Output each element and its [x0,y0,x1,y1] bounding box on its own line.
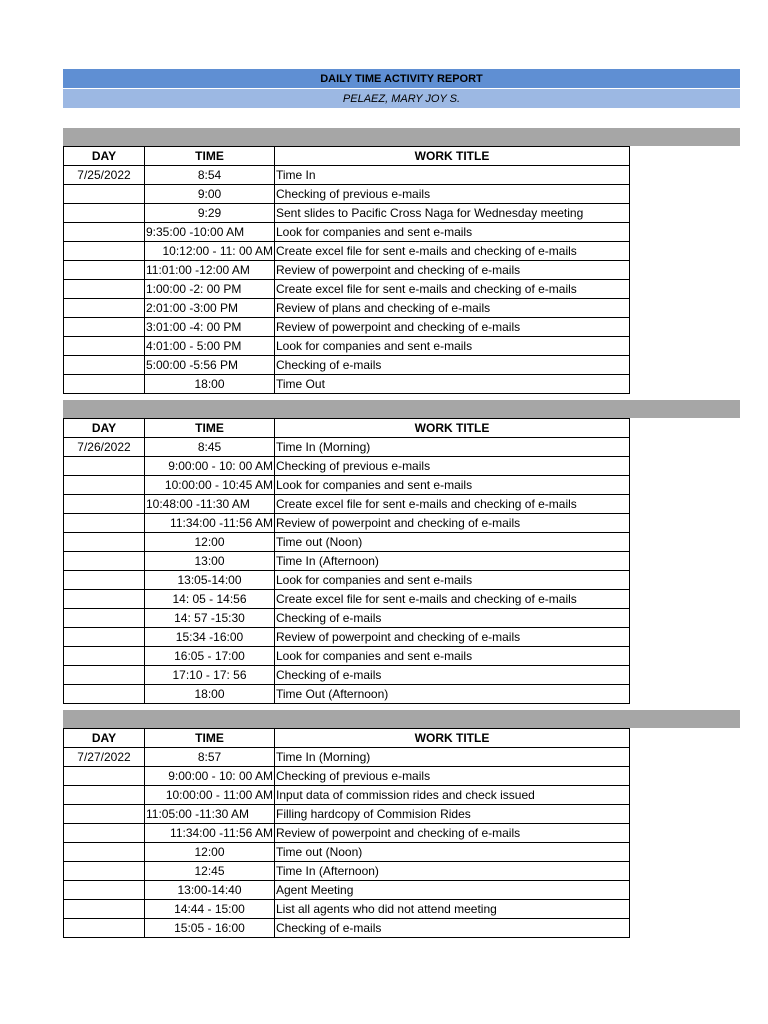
day-cell [64,299,145,318]
day-cell [64,843,145,862]
time-cell: 10:48:00 -11:30 AM [145,495,275,514]
activity-table [63,418,630,704]
day-cell [64,590,145,609]
table-row [64,881,630,900]
day-cell [64,767,145,786]
work-title-cell: Look for companies and sent e-mails [275,647,630,666]
time-cell: 13:00-14:40 [145,881,275,900]
table-row [64,242,630,261]
day-cell [64,552,145,571]
day-cell [64,204,145,223]
header-time: TIME [145,419,275,438]
time-cell: 12:00 [145,533,275,552]
time-cell: 17:10 - 17: 56 [145,666,275,685]
table-row [64,862,630,881]
table-row [64,571,630,590]
work-title-cell: Time out (Noon) [275,533,630,552]
time-cell: 11:34:00 -11:56 AM [145,514,275,533]
time-cell: 2:01:00 -3:00 PM [145,299,275,318]
report-title: DAILY TIME ACTIVITY REPORT [63,69,740,88]
table-row [64,495,630,514]
work-title-cell: Time Out (Afternoon) [275,685,630,704]
header-work-title: WORK TITLE [275,147,630,166]
work-title-cell: Checking of previous e-mails [275,185,630,204]
day-cell [64,900,145,919]
time-cell: 14: 57 -15:30 [145,609,275,628]
time-cell: 18:00 [145,685,275,704]
time-cell: 18:00 [145,375,275,394]
time-cell: 9:00 [145,185,275,204]
work-title-cell: Time In (Morning) [275,438,630,457]
work-title-cell: Create excel file for sent e-mails and checking of e-mails [275,495,630,514]
work-title-cell: Agent Meeting [275,881,630,900]
time-cell: 11:01:00 -12:00 AM [145,261,275,280]
header-day: DAY [64,419,145,438]
day-cell [64,919,145,938]
day-cell [64,375,145,394]
table-row [64,748,630,767]
work-title-cell: Checking of e-mails [275,919,630,938]
work-title-cell: Checking of previous e-mails [275,767,630,786]
work-title-cell: Review of powerpoint and checking of e-mails [275,514,630,533]
header-time: TIME [145,729,275,748]
time-cell: 15:34 -16:00 [145,628,275,647]
work-title-cell: Checking of e-mails [275,666,630,685]
time-cell: 9:29 [145,204,275,223]
work-title-cell: Review of plans and checking of e-mails [275,299,630,318]
time-cell: 8:54 [145,166,275,185]
table-row [64,919,630,938]
work-title-cell: Input data of commission rides and check issued [275,786,630,805]
table-row [64,552,630,571]
time-cell: 15:05 - 16:00 [145,919,275,938]
work-title-cell: Sent slides to Pacific Cross Naga for Wednesday meeting [275,204,630,223]
time-cell: 10:12:00 - 11: 00 AM [145,242,275,261]
table-row [64,261,630,280]
table-row [64,533,630,552]
day-section [63,400,740,704]
table-row [64,514,630,533]
table-row [64,166,630,185]
time-cell: 14: 05 - 14:56 [145,590,275,609]
day-cell [64,824,145,843]
time-cell: 16:05 - 17:00 [145,647,275,666]
table-row [64,375,630,394]
work-title-cell: Review of powerpoint and checking of e-mails [275,824,630,843]
work-title-cell: Look for companies and sent e-mails [275,476,630,495]
work-title-cell: Create excel file for sent e-mails and checking of e-mails [275,280,630,299]
work-title-cell: Filling hardcopy of Commision Rides [275,805,630,824]
table-row [64,318,630,337]
day-cell [64,261,145,280]
work-title-cell: Look for companies and sent e-mails [275,337,630,356]
work-title-cell: Create excel file for sent e-mails and checking of e-mails [275,590,630,609]
day-cell [64,476,145,495]
time-cell: 13:05-14:00 [145,571,275,590]
day-section [63,710,740,938]
day-cell [64,571,145,590]
time-cell: 1:00:00 -2: 00 PM [145,280,275,299]
day-section [63,128,740,394]
work-title-cell: Checking of e-mails [275,609,630,628]
table-row [64,356,630,375]
table-header-row [64,729,630,748]
table-row [64,609,630,628]
day-cell [64,647,145,666]
table-row [64,438,630,457]
work-title-cell: Look for companies and sent e-mails [275,571,630,590]
time-cell: 11:34:00 -11:56 AM [145,824,275,843]
table-row [64,628,630,647]
work-title-cell: Time In (Afternoon) [275,862,630,881]
header-day: DAY [64,147,145,166]
work-title-cell: Review of powerpoint and checking of e-mails [275,261,630,280]
day-cell: 7/26/2022 [64,438,145,457]
table-row [64,900,630,919]
day-cell [64,185,145,204]
table-row [64,647,630,666]
day-cell [64,280,145,299]
day-cell [64,533,145,552]
work-title-cell: Time In (Morning) [275,748,630,767]
table-row [64,204,630,223]
day-cell [64,666,145,685]
table-row [64,457,630,476]
table-row [64,590,630,609]
day-cell [64,786,145,805]
table-row [64,843,630,862]
work-title-cell: Time In (Afternoon) [275,552,630,571]
table-row [64,824,630,843]
section-divider-bar [63,710,740,728]
day-cell [64,685,145,704]
table-row [64,337,630,356]
work-title-cell: Look for companies and sent e-mails [275,223,630,242]
table-header-row [64,419,630,438]
work-title-cell: Create excel file for sent e-mails and checking of e-mails [275,242,630,261]
time-cell: 10:00:00 - 10:45 AM [145,476,275,495]
time-cell: 9:00:00 - 10: 00 AM [145,457,275,476]
time-cell: 13:00 [145,552,275,571]
work-title-cell: Time out (Noon) [275,843,630,862]
time-cell: 12:45 [145,862,275,881]
day-cell [64,628,145,647]
day-cell [64,223,145,242]
day-cell [64,495,145,514]
day-cell [64,805,145,824]
table-row [64,223,630,242]
header-work-title: WORK TITLE [275,419,630,438]
work-title-cell: Time In [275,166,630,185]
time-cell: 14:44 - 15:00 [145,900,275,919]
work-title-cell: List all agents who did not attend meeting [275,900,630,919]
time-cell: 10:00:00 - 11:00 AM [145,786,275,805]
table-row [64,299,630,318]
table-row [64,786,630,805]
day-cell [64,862,145,881]
work-title-cell: Checking of e-mails [275,356,630,375]
time-cell: 9:00:00 - 10: 00 AM [145,767,275,786]
time-cell: 8:57 [145,748,275,767]
time-cell: 12:00 [145,843,275,862]
day-cell [64,242,145,261]
table-row [64,476,630,495]
day-cell: 7/27/2022 [64,748,145,767]
work-title-cell: Time Out [275,375,630,394]
time-cell: 4:01:00 - 5:00 PM [145,337,275,356]
section-divider-bar [63,128,740,146]
day-cell [64,457,145,476]
work-title-cell: Checking of previous e-mails [275,457,630,476]
time-cell: 5:00:00 -5:56 PM [145,356,275,375]
header-day: DAY [64,729,145,748]
time-cell: 11:05:00 -11:30 AM [145,805,275,824]
day-cell [64,881,145,900]
day-cell [64,337,145,356]
table-row [64,666,630,685]
table-row [64,767,630,786]
work-title-cell: Review of powerpoint and checking of e-mails [275,318,630,337]
activity-table [63,728,630,938]
day-cell [64,318,145,337]
header-work-title: WORK TITLE [275,729,630,748]
section-divider-bar [63,400,740,418]
table-header-row [64,147,630,166]
table-row [64,685,630,704]
header-time: TIME [145,147,275,166]
table-row [64,280,630,299]
work-title-cell: Review of powerpoint and checking of e-mails [275,628,630,647]
time-cell: 9:35:00 -10:00 AM [145,223,275,242]
time-cell: 3:01:00 -4: 00 PM [145,318,275,337]
time-cell: 8:45 [145,438,275,457]
day-cell [64,356,145,375]
employee-name: PELAEZ, MARY JOY S. [63,89,740,108]
table-row [64,805,630,824]
day-cell [64,514,145,533]
table-row [64,185,630,204]
activity-table [63,146,630,394]
day-cell: 7/25/2022 [64,166,145,185]
day-cell [64,609,145,628]
